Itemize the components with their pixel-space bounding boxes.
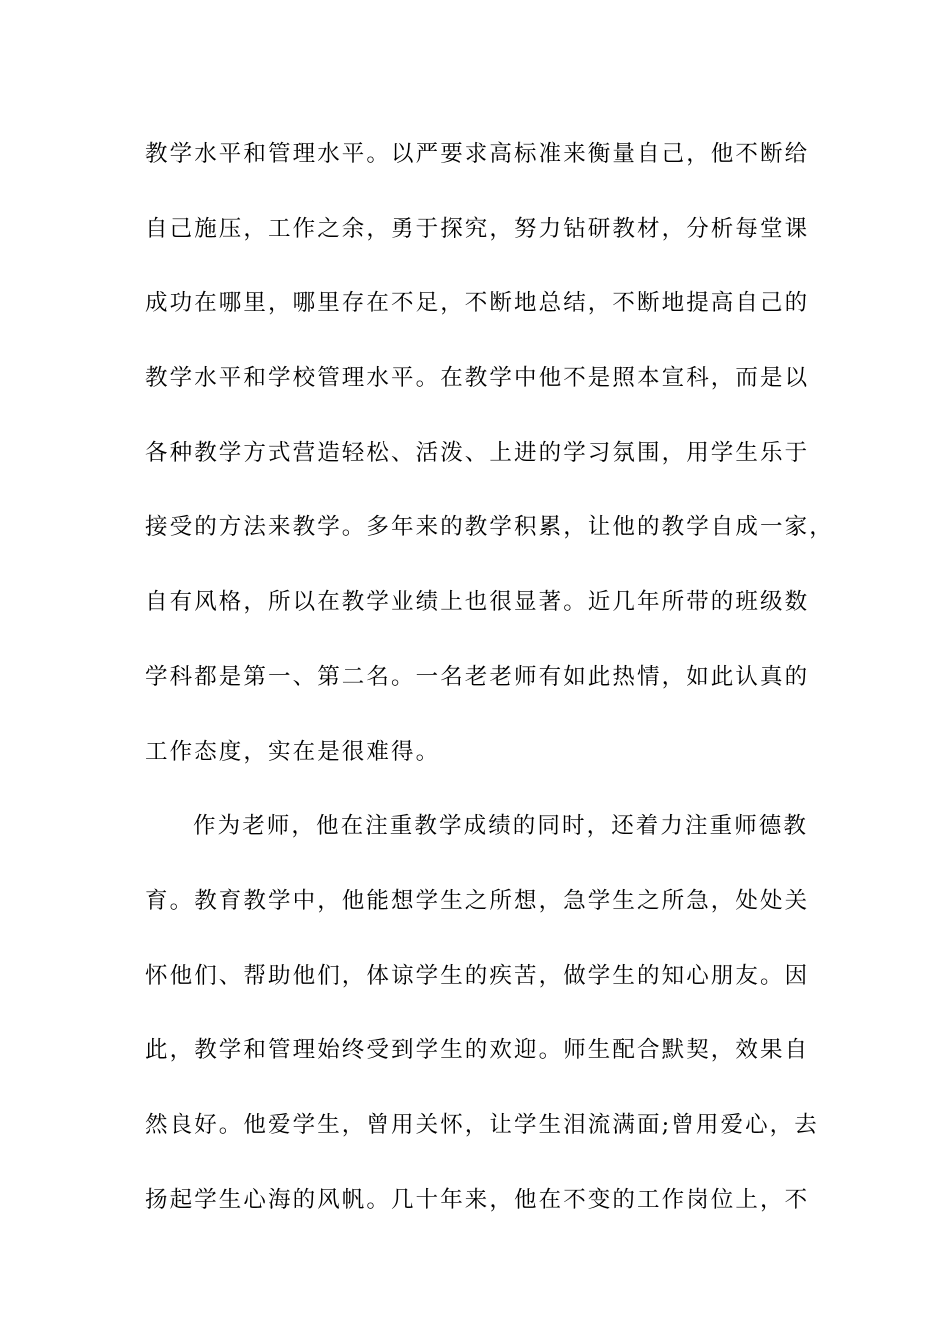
text-line: 教学水平和管理水平。以严要求高标准来衡量自己，他不断给 — [145, 141, 810, 167]
text-line: 怀他们、帮助他们，体谅学生的疾苦，做学生的知心朋友。因 — [145, 962, 810, 989]
text-line: 学科都是第一、第二名。一名老老师有如此热情，如此认真的 — [145, 663, 810, 690]
paragraph-start-line: 作为老师，他在注重教学成绩的同时，还着力注重师德教 — [193, 813, 809, 840]
text-line: 然良好。他爱学生，曾用关怀，让学生泪流满面;曾用爱心，去 — [145, 1111, 819, 1138]
text-line: 各种教学方式营造轻松、活泼、上进的学习氛围，用学生乐于 — [145, 439, 810, 466]
text-line: 工作态度，实在是很难得。 — [145, 738, 441, 765]
text-line: 自己施压，工作之余，勇于探究，努力钻研教材，分析每堂课 — [145, 215, 810, 242]
text-line: 扬起学生心海的风帆。几十年来，他在不变的工作岗位上，不 — [145, 1186, 810, 1213]
text-line: 自有风格，所以在教学业绩上也很显著。近几年所带的班级数 — [145, 589, 810, 616]
body-text — [145, 130, 834, 1250]
text-line: 此，教学和管理始终受到学生的欢迎。师生配合默契，效果自 — [145, 1037, 810, 1064]
text-line: 教学水平和学校管理水平。在教学中他不是照本宣科，而是以 — [145, 365, 810, 392]
text-line: 育。教育教学中，他能想学生之所想，急学生之所急，处处关 — [145, 887, 810, 914]
text-line: 接受的方法来教学。多年来的教学积累，让他的教学自成一家， — [145, 514, 834, 541]
text-line: 成功在哪里，哪里存在不足，不断地总结，不断地提高自己的 — [145, 290, 810, 317]
